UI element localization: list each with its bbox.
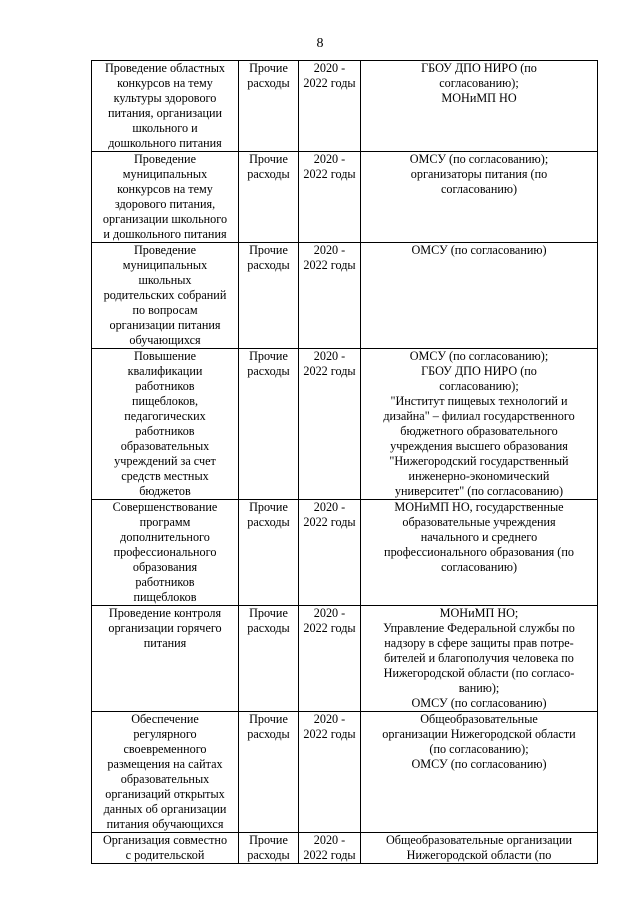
table-row	[92, 349, 598, 500]
executor-text: ОМСУ (по согласованию)	[411, 243, 547, 257]
funding-cell	[239, 500, 299, 606]
funding-text: Прочие расходы	[247, 152, 290, 181]
funding-cell	[239, 349, 299, 500]
activity-cell	[92, 349, 239, 500]
funding-cell	[239, 833, 299, 864]
executor-text: ОМСУ (по согласованию); организаторы питания (по согласованию)	[409, 152, 549, 196]
activity-text: Повышение квалификации работников пищеблоков, педагогических работников образовательных учреждений за счет средств местных бюджетов	[114, 349, 216, 498]
funding-cell	[239, 712, 299, 833]
page-number: 8	[316, 36, 324, 51]
table-row	[92, 152, 598, 243]
period-cell	[299, 712, 361, 833]
table-row	[92, 61, 598, 152]
executor-cell	[361, 833, 598, 864]
executor-text: ГБОУ ДПО НИРО (по согласованию); МОНиМП НО	[421, 61, 537, 105]
funding-text: Прочие расходы	[247, 500, 290, 529]
funding-cell	[239, 152, 299, 243]
table-row	[92, 833, 598, 864]
activity-text: Проведение муниципальных школьных родительских собраний по вопросам организации питания обучающихся	[103, 243, 227, 347]
period-cell	[299, 61, 361, 152]
measures-table	[91, 60, 598, 864]
period-text: 2020 - 2022 годы	[303, 349, 356, 378]
period-text: 2020 - 2022 годы	[303, 606, 356, 635]
table-row	[92, 243, 598, 349]
funding-text: Прочие расходы	[247, 833, 290, 862]
executor-cell	[361, 606, 598, 712]
activity-cell	[92, 243, 239, 349]
funding-text: Прочие расходы	[247, 606, 290, 635]
funding-cell	[239, 606, 299, 712]
activity-cell	[92, 61, 239, 152]
funding-text: Прочие расходы	[247, 243, 290, 272]
period-text: 2020 - 2022 годы	[303, 61, 356, 90]
activity-text: Обеспечение регулярного своевременного размещения на сайтах образовательных организаций открытых данных об организации питания обучающихся	[103, 712, 227, 831]
executor-text: МОНиМП НО, государственные образовательные учреждения начального и среднего профессионального образования (по согласованию)	[384, 500, 574, 574]
period-cell	[299, 500, 361, 606]
period-cell	[299, 606, 361, 712]
executor-cell	[361, 243, 598, 349]
executor-text: Общеобразовательные организации Нижегородской области (по	[385, 833, 573, 862]
activity-text: Совершенствование программ дополнительного профессионального образования работников пищеблоков	[112, 500, 218, 604]
funding-cell	[239, 243, 299, 349]
executor-text: Общеобразовательные организации Нижегородской области (по согласованию); ОМСУ (по согласованию)	[382, 712, 576, 771]
period-cell	[299, 833, 361, 864]
period-cell	[299, 152, 361, 243]
activity-cell	[92, 712, 239, 833]
funding-cell	[239, 61, 299, 152]
activity-cell	[92, 152, 239, 243]
activity-cell	[92, 500, 239, 606]
period-text: 2020 - 2022 годы	[303, 500, 356, 529]
period-text: 2020 - 2022 годы	[303, 243, 356, 272]
period-text: 2020 - 2022 годы	[303, 152, 356, 181]
funding-text: Прочие расходы	[247, 349, 290, 378]
period-cell	[299, 349, 361, 500]
table-row	[92, 712, 598, 833]
table-row	[92, 606, 598, 712]
executor-text: ОМСУ (по согласованию); ГБОУ ДПО НИРО (по согласованию); "Институт пищевых технологий и дизайна" – филиал государственного бюджетного образовательного учреждения высшего образования "Нижегородский государственный инженерно-экономический университет" (по согласованию)	[383, 349, 575, 498]
executor-cell	[361, 712, 598, 833]
funding-text: Прочие расходы	[247, 712, 290, 741]
executor-cell	[361, 349, 598, 500]
period-text: 2020 - 2022 годы	[303, 712, 356, 741]
funding-text: Прочие расходы	[247, 61, 290, 90]
activity-cell	[92, 833, 239, 864]
period-cell	[299, 243, 361, 349]
executor-cell	[361, 500, 598, 606]
executor-cell	[361, 61, 598, 152]
activity-text: Проведение муниципальных конкурсов на тему здорового питания, организации школьного и дошкольного питания	[102, 152, 228, 241]
table-row	[92, 500, 598, 606]
activity-text: Проведение контроля организации горячего питания	[108, 606, 222, 650]
executor-text: МОНиМП НО; Управление Федеральной службы по надзору в сфере защиты прав потре- бителей и благополучия человека по Нижегородской области (по согласо- ванию); ОМСУ (по согласованию)	[383, 606, 575, 710]
activity-cell	[92, 606, 239, 712]
activity-text: Проведение областных конкурсов на тему культуры здорового питания, организации школьного и дошкольного питания	[104, 61, 226, 150]
activity-text: Организация совместно с родительской	[102, 833, 228, 862]
executor-cell	[361, 152, 598, 243]
period-text: 2020 - 2022 годы	[303, 833, 356, 862]
